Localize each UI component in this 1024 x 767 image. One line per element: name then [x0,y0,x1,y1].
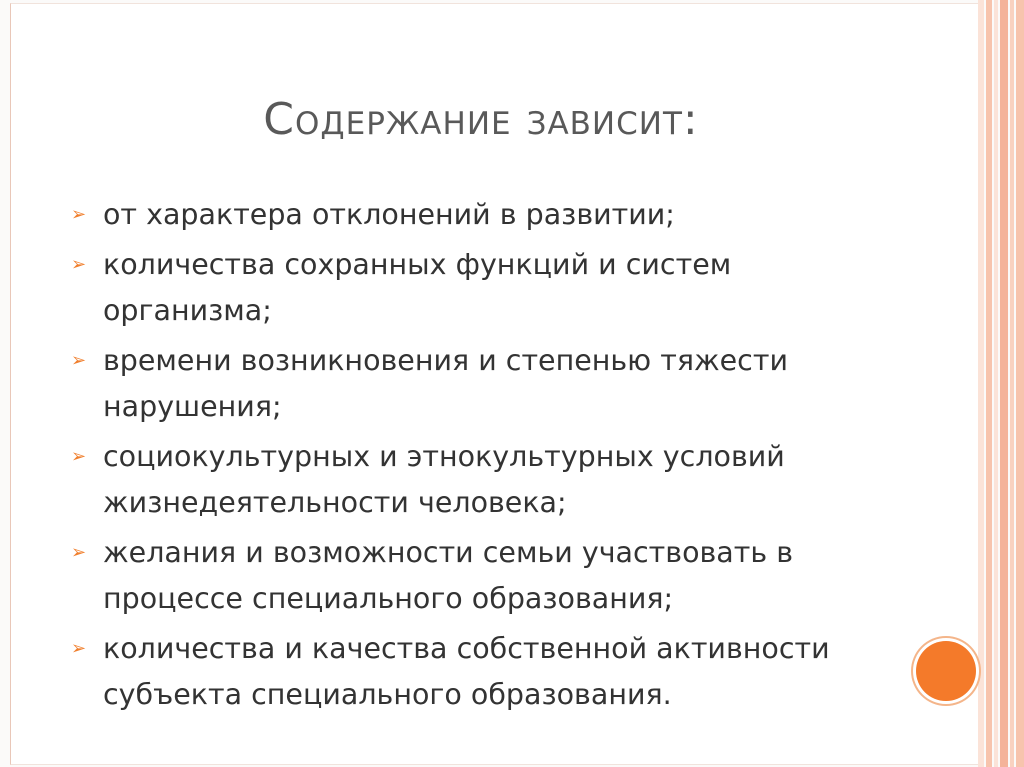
stripe [1010,0,1014,767]
bullet-item [71,434,871,526]
bullet-item [71,530,871,622]
bullet-text: времени возникновения и степенью тяжести нарушения; [103,344,788,423]
arrow-bullet-icon: ➢ [71,204,87,225]
arrow-bullet-icon: ➢ [71,638,87,659]
stripe [994,0,998,767]
orange-circle-decoration [916,641,976,701]
bullet-list [71,192,871,722]
bullet-text: количества и качества собственной активности субъекта специального образования. [103,632,830,711]
stripe [986,0,992,767]
bullet-text: желания и возможности семьи участвовать в процессе специального образования; [103,536,794,615]
bullet-text: социокультурных и этнокультурных условий жизнедеятельности человека; [103,440,785,519]
bullet-text: количества сохранных функций и систем организма; [103,248,732,327]
stripe [978,0,984,767]
stripe [1016,0,1024,767]
arrow-bullet-icon: ➢ [71,254,87,275]
bullet-item [71,338,871,430]
arrow-bullet-icon: ➢ [71,350,87,371]
slide-title: Содержание зависит: [263,94,699,145]
decorative-stripes [978,0,1024,767]
arrow-bullet-icon: ➢ [71,446,87,467]
arrow-bullet-icon: ➢ [71,542,87,563]
stripe [1000,0,1008,767]
bullet-text: от характера отклонений в развитии; [103,198,675,231]
bullet-item [71,242,871,334]
bullet-item [71,192,871,238]
bullet-item [71,626,871,718]
slide-card [10,3,979,765]
